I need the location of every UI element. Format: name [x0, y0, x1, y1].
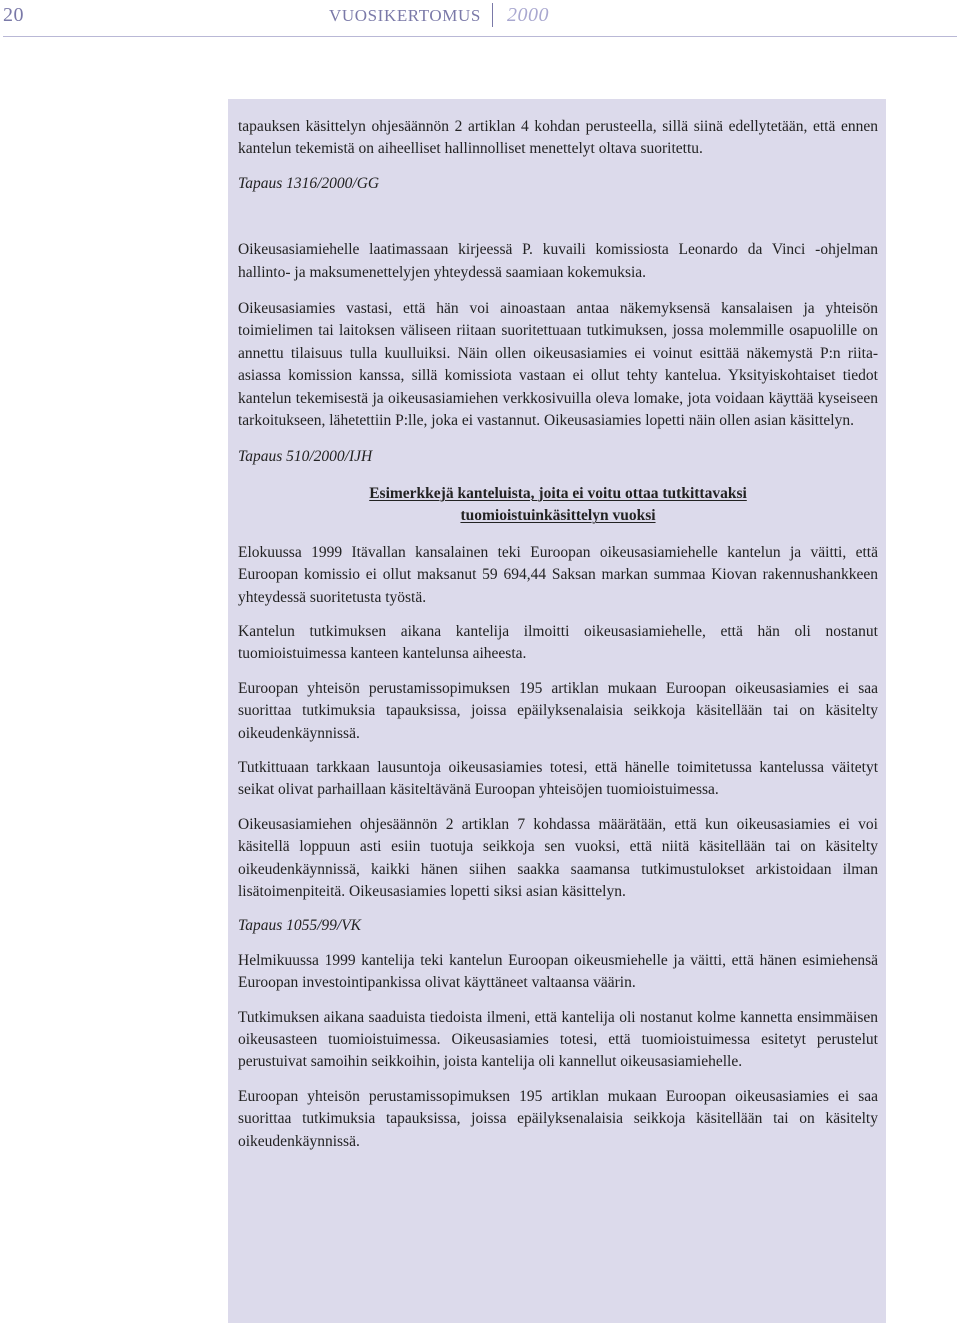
paragraph: Oikeusasiamiehen ohjesäännön 2 artiklan 7 kohdassa määrätään, että kun oikeusasiamies ei voi käsitellä loppuun asti esiin tuotuja seikkoja sen vuoksi, että niitä käsitellään tai on käsitelty oikeudenkäynnissä, kaikki hänen siihen saakka saamansa tutkimustulokset arkistoidaan ilman lisätoimenpiteitä. Oikeusasiamies lopetti siksi asian käsittelyn.	[238, 815, 878, 900]
paragraph: Kantelun tutkimuksen aikana kantelija ilmoitti oikeusasiamiehelle, että hän oli nostanut tuomioistuimessa kanteen kantelunsa aiheesta.	[238, 622, 878, 663]
paragraph: Elokuussa 1999 Itävallan kansalainen teki Euroopan oikeusasiamiehelle kantelun ja väitti, että Euroopan komissio ei ollut maksanut 59 694,44 Saksan markan summaa Kiovan rakennushankkeen yhteydessä suoritetusta työstä.	[238, 543, 878, 606]
paragraph: Euroopan yhteisön perustamissopimuksen 195 artiklan mukaan Euroopan oikeusasiamies ei saa suorittaa tutkimuksia tapauksissa, joissa epäilyksenalaisia seikkoja käsitellään tai on käsitelty oikeudenkäynnissä.	[238, 679, 878, 742]
paragraph: Euroopan yhteisön perustamissopimuksen 195 artiklan mukaan Euroopan oikeusasiamies ei saa suorittaa tutkimuksia tapauksissa, joissa epäilyksenalaisia seikkoja käsitellään tai on käsitelty oikeudenkäynnissä.	[238, 1087, 878, 1150]
paragraph: Tutkimuksen aikana saaduista tiedoista ilmeni, että kantelija oli nostanut kolme kannetta ensimmäisen oikeusasteen tuomioistuimessa. Oikeusasiamies totesi, että tuomioistuimessa esitetyt perustelut perustuivat samoihin seikkoihin, joista kantelija oli kannellut oikeusasiamiehelle.	[238, 1008, 878, 1071]
paragraph: Oikeusasiamies vastasi, että hän voi ainoastaan antaa näkemyksensä kansalaisen ja yhteisön toimielimen tai laitoksen väliseen riitaan suoritettuaan tutkimuksen, jossa molemmille osapuolille on annettu tilaisuus tulla kuulluiksi. Näin ollen oikeusasiamies ei voinut esittää näkemystä P:n riita-asiassa komission kanssa, sillä komissiota vastaan ei ollut tehty kantelua. Yksityiskohtaiset tiedot kantelun tekemisestä ja oikeusasiamiehen verkkosivuilla oleva lomake, jota voidaan käyttää kyseiseen tarkoitukseen, lähetettiin P:lle, joka ei vastannut. Oikeusasiamies lopetti näin ollen asian käsittelyn.	[238, 300, 878, 430]
main-text	[238, 116, 878, 1153]
section-heading-line-2: tuomioistuinkäsittelyn vuoksi	[460, 507, 656, 525]
paragraph: Tutkittuaan tarkkaan lausuntoja oikeusasiamies totesi, että hänelle toimitetussa kantelussa väitetyt seikat olivat parhaillaan käsiteltävänä Euroopan yhteisöjen tuomioistuimessa.	[238, 758, 878, 799]
header-rule	[3, 36, 957, 37]
page-number: 20	[3, 4, 24, 26]
section-heading	[238, 483, 878, 528]
page-header	[0, 0, 960, 36]
case-reference: Tapaus 1055/99/VK	[238, 917, 362, 935]
report-year: 2000	[507, 4, 549, 26]
paragraph: Helmikuussa 1999 kantelija teki kantelun Euroopan oikeusmiehelle ja väitti, että hänen esimiehensä Euroopan investointipankissa olivat käyttäneet valtaansa väärin.	[238, 951, 878, 992]
case-reference: Tapaus 510/2000/IJH	[238, 448, 373, 466]
case-reference: Tapaus 1316/2000/GG	[238, 174, 380, 192]
header-divider	[492, 3, 493, 27]
paragraph: Oikeusasiamiehelle laatimassaan kirjeessä P. kuvaili komissiosta Leonardo da Vinci -ohjelman hallinto- ja maksumenettelyjen yhteydessä saamiaan kokemuksia.	[238, 241, 878, 281]
section-heading-line-1: Esimerkkejä kanteluista, joita ei voitu ottaa tutkittavaksi	[369, 484, 747, 502]
report-title: VUOSIKERTOMUS	[329, 6, 481, 25]
paragraph: tapauksen käsittelyn ohjesäännön 2 artiklan 4 kohdan perusteella, sillä siinä edellytetään, että ennen kantelun tekemistä on aiheelliset hallinnolliset menettelyt oltava suoritettu.	[238, 118, 878, 158]
